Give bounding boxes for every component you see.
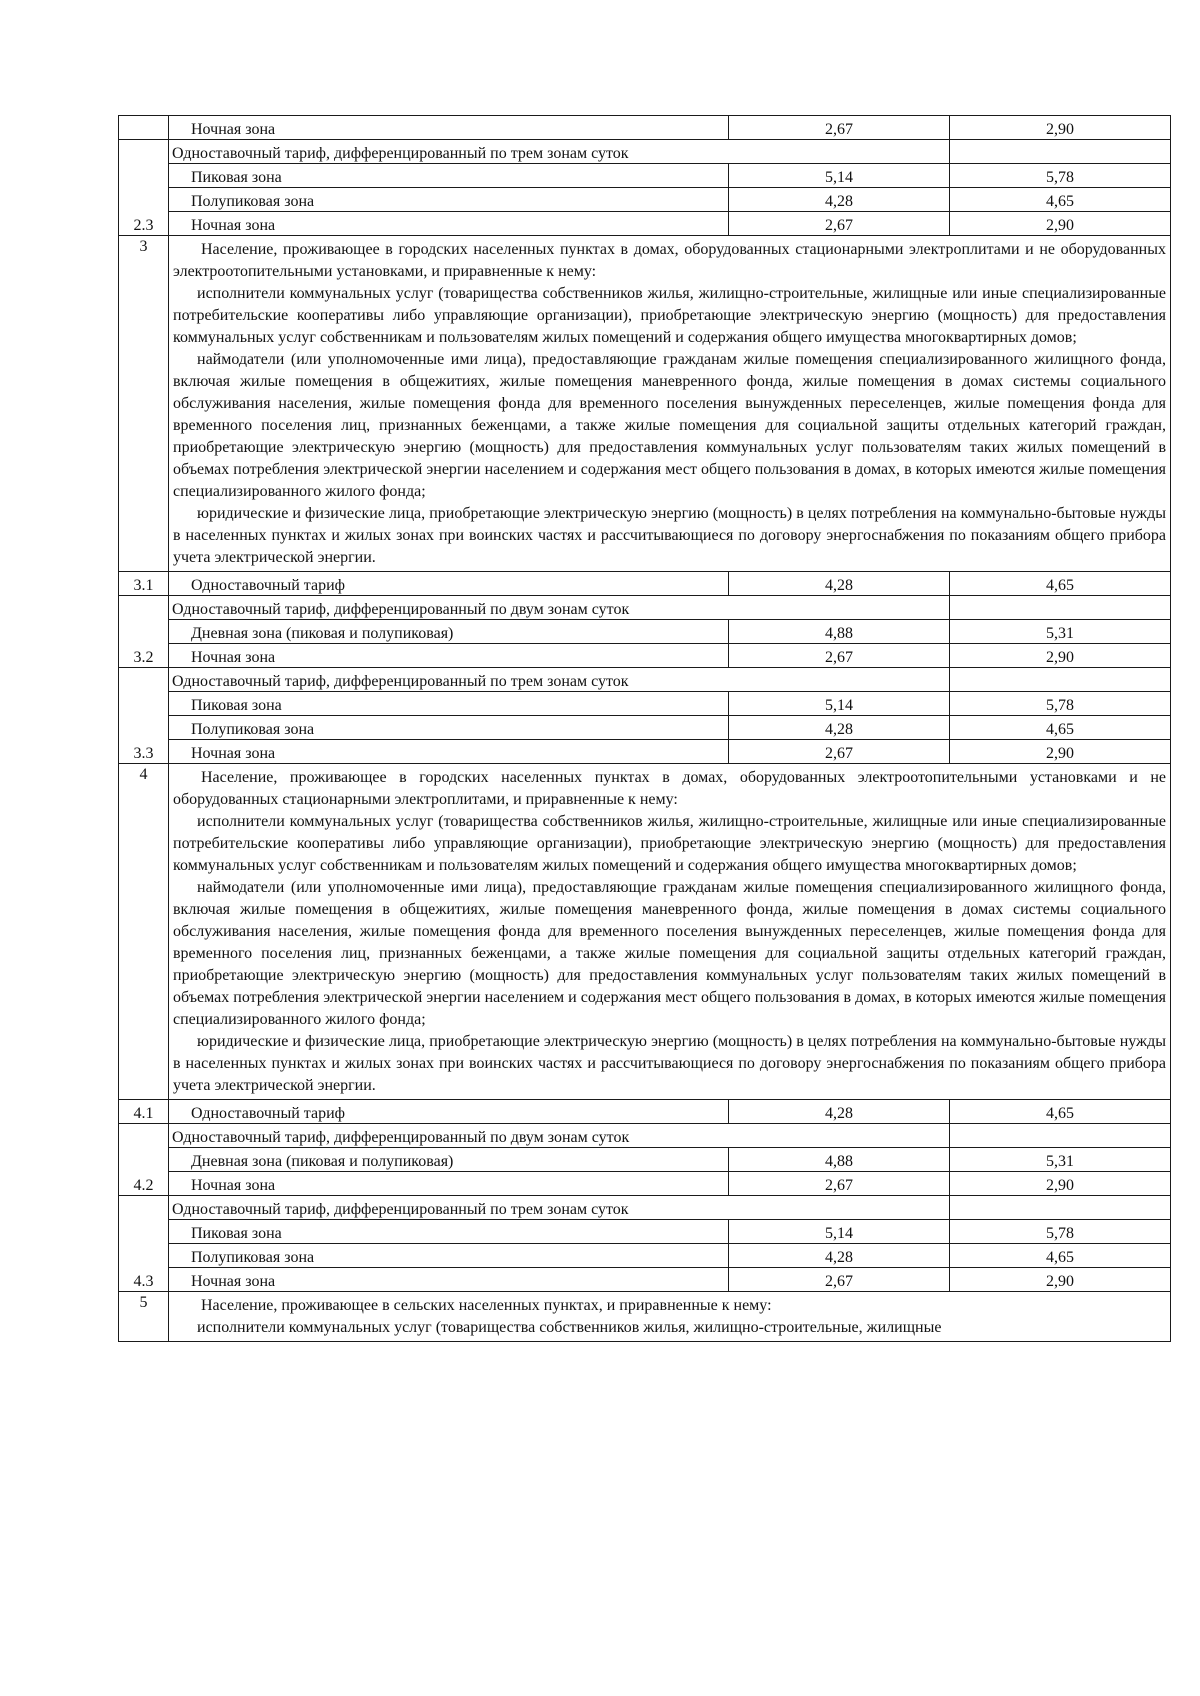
value-col1: 2,67 (729, 1172, 950, 1196)
paragraph: наймодатели (или уполномоченные ими лица), предоставляющие гражданам жилые помещения специализированного жилищного фонда, включая жилые помещения в общежитиях, жилые помещения маневренного фонда, жилые помещения в домах системы социального обслуживания населения, жилые помещения фонда для временного поселения вынужденных переселенцев, жилые помещения фонда для временного поселения лиц, признанных беженцами, а также жилые помещения для социальной защиты отдельных категорий граждан, приобретающие электрическую энергию (мощность) для предоставления коммунальных услуг пользователям таких жилых помещений в объемах потребления электрической энергии населением и содержания мест общего пользования в домах, в которых имеются жилые помещения специализированного жилого фонда; (173, 879, 1166, 1028)
row-header: Одноставочный тариф, дифференцированный по трем зонам суток (169, 668, 950, 692)
value-col2: 5,78 (950, 1220, 1171, 1244)
value-col2: 2,90 (950, 1172, 1171, 1196)
value-col2: 2,90 (950, 644, 1171, 668)
table-row (119, 236, 1171, 572)
value-col2: 5,78 (950, 692, 1171, 716)
row-number: 3.2 (119, 596, 169, 668)
empty-cell (950, 1196, 1171, 1220)
row-label: Ночная зона (169, 644, 729, 668)
row-label: Одноставочный тариф (169, 572, 729, 596)
paragraph: исполнители коммунальных услуг (товарищества собственников жилья, жилищно-строительные, жилищные или иные специализированные потребительские кооперативы либо управляющие организации), приобретающие электрическую энергию (мощность) для предоставления коммунальных услуг собственникам и пользователям жилых помещений и содержания общего имущества многоквартирных домов; (173, 813, 1166, 874)
row-label: Ночная зона (169, 740, 729, 764)
value-col2: 2,90 (950, 212, 1171, 236)
value-col1: 5,14 (729, 1220, 950, 1244)
row-number: 5 (119, 1292, 169, 1342)
table-row (119, 644, 1171, 668)
table-row (119, 668, 1171, 692)
value-col1: 4,28 (729, 188, 950, 212)
row-number: 4.1 (119, 1100, 169, 1124)
table-row (119, 140, 1171, 164)
table-row (119, 596, 1171, 620)
row-label: Ночная зона (169, 212, 729, 236)
value-col2: 4,65 (950, 716, 1171, 740)
table-row (119, 1268, 1171, 1292)
value-col1: 2,67 (729, 212, 950, 236)
row-number: 4.2 (119, 1124, 169, 1196)
paragraph: юридические и физические лица, приобретающие электрическую энергию (мощность) в целях потребления на коммунально-бытовые нужды в населенных пунктах и жилых зонах при воинских частях и рассчитывающиеся по договору энергоснабжения по показаниям общего прибора учета электрической энергии. (173, 505, 1166, 566)
value-col1: 5,14 (729, 692, 950, 716)
value-col2: 2,90 (950, 1268, 1171, 1292)
tariff-table (118, 115, 1171, 1342)
table-row (119, 1244, 1171, 1268)
row-header: Одноставочный тариф, дифференцированный по трем зонам суток (169, 1196, 950, 1220)
value-col2: 5,31 (950, 1148, 1171, 1172)
row-label: Пиковая зона (169, 692, 729, 716)
row-label: Одноставочный тариф (169, 1100, 729, 1124)
row-label: Ночная зона (169, 116, 729, 140)
table-row (119, 1172, 1171, 1196)
row-number: 3 (119, 236, 169, 572)
value-col1: 2,67 (729, 116, 950, 140)
row-header: Одноставочный тариф, дифференцированный по двум зонам суток (169, 596, 950, 620)
empty-cell (950, 668, 1171, 692)
table-row (119, 1220, 1171, 1244)
row-header: Одноставочный тариф, дифференцированный по двум зонам суток (169, 1124, 950, 1148)
row-header: Одноставочный тариф, дифференцированный по трем зонам суток (169, 140, 950, 164)
paragraph-intro: Население, проживающее в сельских населенных пунктах, и приравненные к нему: (201, 1297, 772, 1314)
table-row (119, 116, 1171, 140)
table-row (119, 164, 1171, 188)
value-col1: 5,14 (729, 164, 950, 188)
row-number: 4.3 (119, 1196, 169, 1292)
row-number: 3.3 (119, 668, 169, 764)
row-label: Пиковая зона (169, 1220, 729, 1244)
table-row (119, 764, 1171, 1100)
row-number (119, 116, 169, 140)
value-col1: 4,28 (729, 716, 950, 740)
table-row (119, 692, 1171, 716)
paragraph-intro: Население, проживающее в городских населенных пунктах в домах, оборудованных электроотопительными установками и не оборудованных стационарными электроплитами, и приравненные к нему: (173, 769, 1166, 808)
paragraph-intro: Население, проживающее в городских населенных пунктах в домах, оборудованных стационарными электроплитами и не оборудованных электроотопительными установками, и приравненные к нему: (173, 241, 1166, 280)
value-col1: 2,67 (729, 1268, 950, 1292)
row-label: Дневная зона (пиковая и полупиковая) (169, 1148, 729, 1172)
table-row (119, 188, 1171, 212)
row-label: Полупиковая зона (169, 1244, 729, 1268)
value-col2: 2,90 (950, 116, 1171, 140)
row-number: 3.1 (119, 572, 169, 596)
empty-cell (950, 140, 1171, 164)
table-row (119, 1292, 1171, 1342)
value-col2: 4,65 (950, 1244, 1171, 1268)
value-col2: 5,78 (950, 164, 1171, 188)
value-col1: 4,28 (729, 1244, 950, 1268)
row-label: Полупиковая зона (169, 188, 729, 212)
row-label: Дневная зона (пиковая и полупиковая) (169, 620, 729, 644)
row-number: 2.3 (119, 140, 169, 236)
value-col2: 4,65 (950, 572, 1171, 596)
row-label: Полупиковая зона (169, 716, 729, 740)
row-label: Пиковая зона (169, 164, 729, 188)
row-label: Ночная зона (169, 1172, 729, 1196)
paragraph-cell (169, 1292, 1171, 1342)
value-col1: 4,28 (729, 572, 950, 596)
value-col1: 4,28 (729, 1100, 950, 1124)
table-row (119, 740, 1171, 764)
table-row (119, 1148, 1171, 1172)
value-col1: 2,67 (729, 740, 950, 764)
paragraph-cell (169, 764, 1171, 1100)
row-label: Ночная зона (169, 1268, 729, 1292)
value-col2: 4,65 (950, 1100, 1171, 1124)
row-number: 4 (119, 764, 169, 1100)
paragraph-cell (169, 236, 1171, 572)
table-row (119, 1124, 1171, 1148)
paragraph: исполнители коммунальных услуг (товарищества собственников жилья, жилищно-строительные, жилищные (197, 1319, 942, 1336)
table-row (119, 1100, 1171, 1124)
value-col1: 2,67 (729, 644, 950, 668)
paragraph: юридические и физические лица, приобретающие электрическую энергию (мощность) в целях потребления на коммунально-бытовые нужды в населенных пунктах и жилых зонах при воинских частях и рассчитывающиеся по договору энергоснабжения по показаниям общего прибора учета электрической энергии. (173, 1033, 1166, 1094)
table-row (119, 1196, 1171, 1220)
value-col2: 5,31 (950, 620, 1171, 644)
tariff-table-page (118, 115, 1170, 1342)
empty-cell (950, 1124, 1171, 1148)
paragraph: исполнители коммунальных услуг (товарищества собственников жилья, жилищно-строительные, жилищные или иные специализированные потребительские кооперативы либо управляющие организации), приобретающие электрическую энергию (мощность) для предоставления коммунальных услуг собственникам и пользователям жилых помещений и содержания общего имущества многоквартирных домов; (173, 285, 1166, 346)
value-col1: 4,88 (729, 620, 950, 644)
paragraph: наймодатели (или уполномоченные ими лица), предоставляющие гражданам жилые помещения специализированного жилищного фонда, включая жилые помещения в общежитиях, жилые помещения маневренного фонда, жилые помещения в домах системы социального обслуживания населения, жилые помещения фонда для временного поселения вынужденных переселенцев, жилые помещения фонда для временного поселения лиц, признанных беженцами, а также жилые помещения для социальной защиты отдельных категорий граждан, приобретающие электрическую энергию (мощность) для предоставления коммунальных услуг пользователям таких жилых помещений в объемах потребления электрической энергии населением и содержания мест общего пользования в домах, в которых имеются жилые помещения специализированного жилого фонда; (173, 351, 1166, 500)
empty-cell (950, 596, 1171, 620)
value-col2: 4,65 (950, 188, 1171, 212)
table-row (119, 716, 1171, 740)
table-row (119, 572, 1171, 596)
value-col1: 4,88 (729, 1148, 950, 1172)
value-col2: 2,90 (950, 740, 1171, 764)
table-row (119, 620, 1171, 644)
table-row (119, 212, 1171, 236)
